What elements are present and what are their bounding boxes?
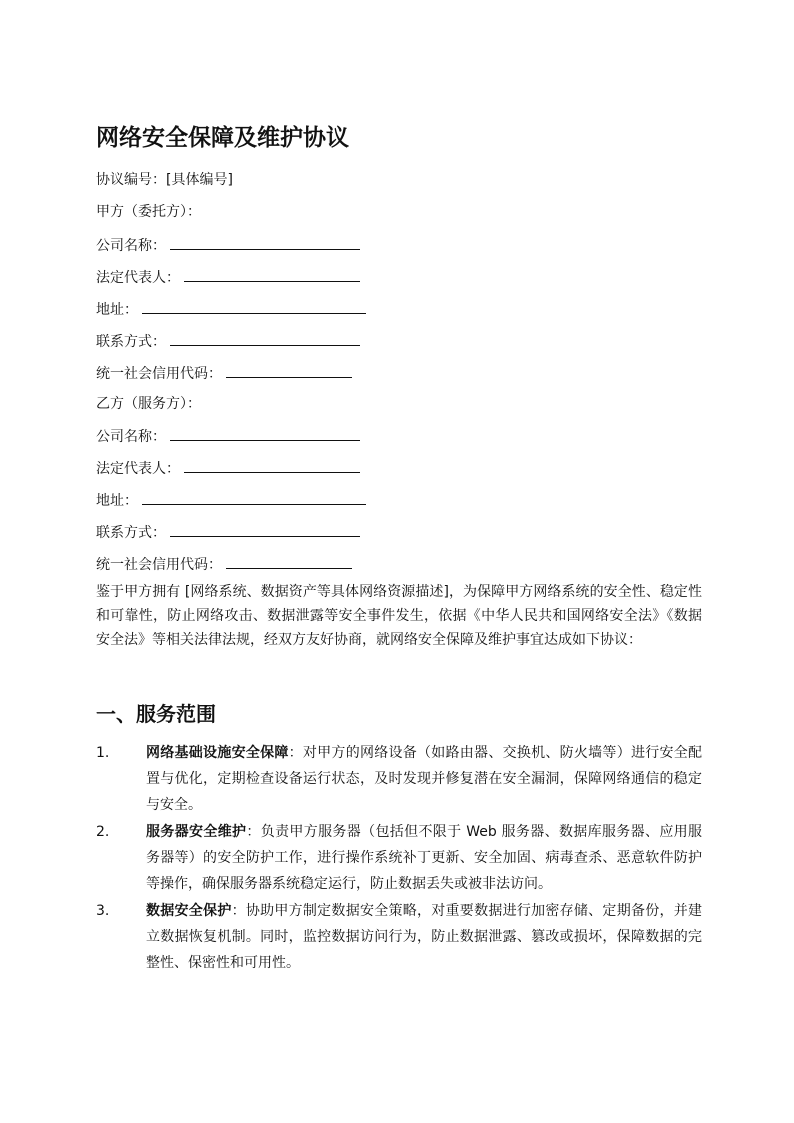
party-b-contact-blank <box>170 521 360 537</box>
party-a-credit-code-row <box>96 362 352 384</box>
list-item-text: ：协助甲方制定数据安全策略，对重要数据进行加密存储、定期备份，并建立数据恢复机制。同时，监控数据访问行为，防止数据泄露、篡改或损坏，保障数据的完整性、保密性和可用性。 <box>146 903 703 971</box>
party-a-company-name-row <box>96 234 360 256</box>
list-item <box>96 740 702 818</box>
document-title: 网络安全保障及维护协议 <box>96 125 349 151</box>
list-item-number: 2. <box>96 824 110 840</box>
list-item <box>96 898 702 976</box>
party-a-legal-rep-label: 法定代表人： <box>96 270 180 286</box>
party-b-company-name-label: 公司名称： <box>96 429 166 445</box>
party-b-legal-rep-row <box>96 457 360 479</box>
party-a-company-name-blank <box>170 234 360 250</box>
list-item-term: 网络基础设施安全保障 <box>146 745 289 761</box>
section-heading-service-scope: 一、服务范围 <box>96 702 216 726</box>
party-b-credit-code-row <box>96 553 352 575</box>
party-b-company-name-row <box>96 425 360 447</box>
party-a-legal-rep-row <box>96 266 360 288</box>
party-a-credit-code-blank <box>226 362 352 378</box>
party-b-company-name-blank <box>170 425 360 441</box>
list-item-text: ：对甲方的网络设备（如路由器、交换机、防火墙等）进行安全配置与优化，定期检查设备运行状态，及时发现并修复潜在安全漏洞，保障网络通信的稳定与安全。 <box>146 745 703 813</box>
party-b-heading: 乙方（服务方）： <box>96 396 201 412</box>
list-item-body <box>146 898 702 976</box>
agreement-number: 协议编号：[具体编号] <box>96 172 233 188</box>
party-b-address-blank <box>142 489 366 505</box>
party-b-credit-code-blank <box>226 553 352 569</box>
party-a-legal-rep-blank <box>184 266 360 282</box>
party-a-company-name-label: 公司名称： <box>96 238 166 254</box>
party-b-address-label: 地址： <box>96 493 138 509</box>
preamble-paragraph: 鉴于甲方拥有 [网络系统、数据资产等具体网络资源描述]，为保障甲方网络系统的安全性、稳定性和可靠性，防止网络攻击、数据泄露等安全事件发生，依据《中华人民共和国网络安全法》《数据安全法》等相关法律法规，经双方友好协商，就网络安全保障及维护事宜达成如下协议： <box>96 584 702 648</box>
party-a-contact-label: 联系方式： <box>96 334 166 350</box>
party-a-address-label: 地址： <box>96 302 138 318</box>
list-item-number: 1. <box>96 745 110 761</box>
list-item-text: ：负责甲方服务器（包括但不限于 Web 服务器、数据库服务器、应用服务器等）的安全防护工作，进行操作系统补丁更新、安全加固、病毒查杀、恶意软件防护等操作，确保服务器系统稳定运行，防止数据丢失或被非法访问。 <box>146 824 703 892</box>
party-a-heading: 甲方（委托方）： <box>96 204 201 220</box>
list-item-term: 服务器安全维护 <box>146 824 247 840</box>
party-a-address-row <box>96 298 366 320</box>
party-b-contact-row <box>96 521 360 543</box>
party-b-legal-rep-blank <box>184 457 360 473</box>
party-a-credit-code-label: 统一社会信用代码： <box>96 366 222 382</box>
list-item <box>96 819 702 897</box>
list-item-term: 数据安全保护 <box>146 903 232 919</box>
party-a-contact-blank <box>170 330 360 346</box>
party-b-address-row <box>96 489 366 511</box>
party-b-legal-rep-label: 法定代表人： <box>96 461 180 477</box>
party-b-contact-label: 联系方式： <box>96 525 166 541</box>
list-item-number: 3. <box>96 903 110 919</box>
party-a-address-blank <box>142 298 366 314</box>
party-a-contact-row <box>96 330 360 352</box>
list-item-body <box>146 740 702 818</box>
party-b-credit-code-label: 统一社会信用代码： <box>96 557 222 573</box>
list-item-body <box>146 819 702 897</box>
